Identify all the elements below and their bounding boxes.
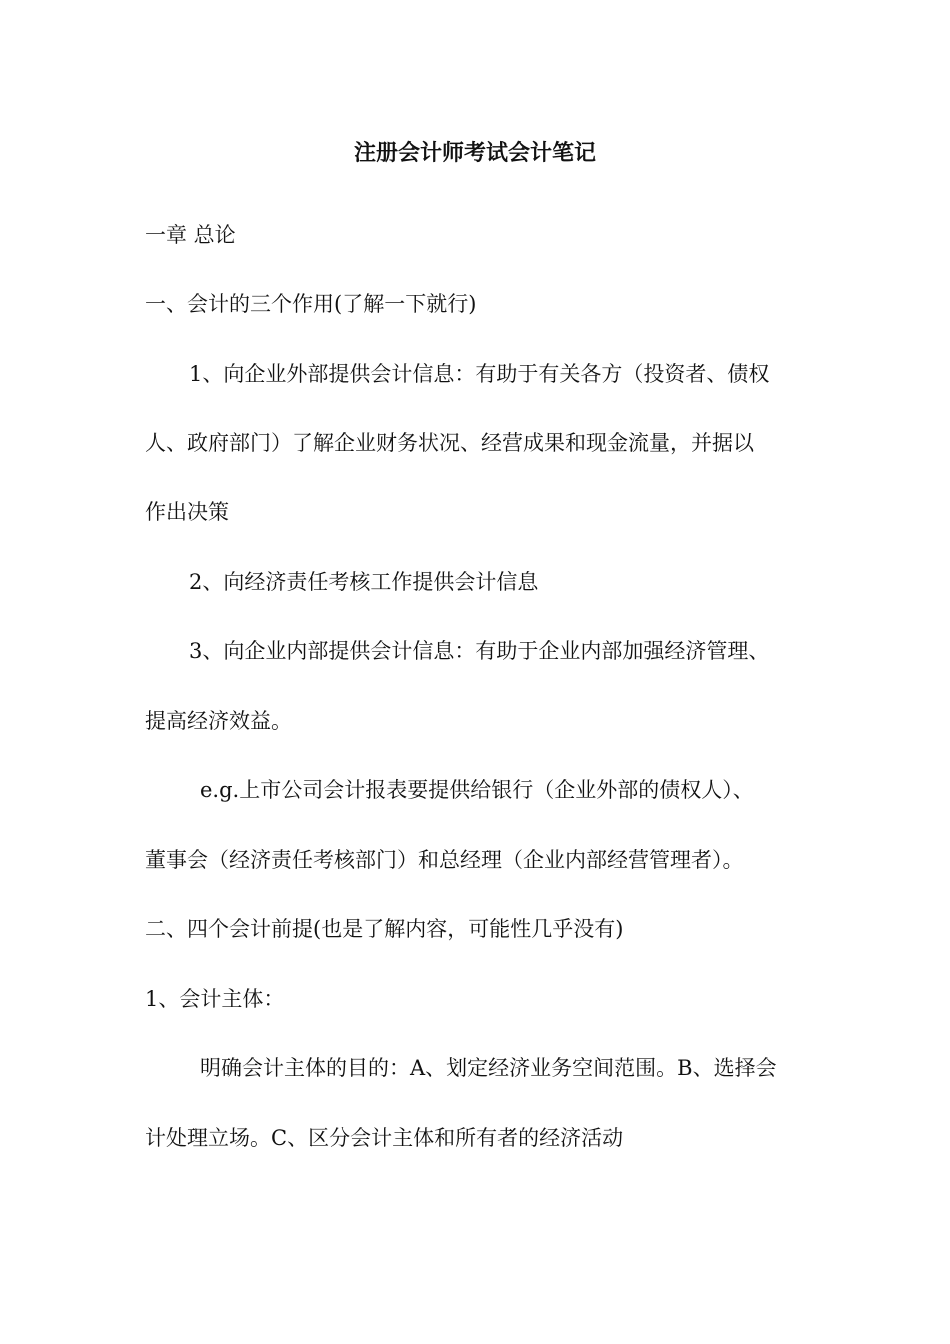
section-heading-roles: 一、会计的三个作用(了解一下就行) bbox=[145, 292, 477, 316]
paragraph-line: 2、向经济责任考核工作提供会计信息 bbox=[189, 570, 539, 594]
paragraph-line: 计处理立场。C、区分会计主体和所有者的经济活动 bbox=[145, 1126, 624, 1150]
subsection-heading: 1、会计主体： bbox=[145, 987, 285, 1011]
section-heading-premises: 二、四个会计前提(也是了解内容，可能性几乎没有) bbox=[145, 917, 624, 941]
paragraph-line: 作出决策 bbox=[145, 500, 229, 524]
chapter-heading: 一章 总论 bbox=[145, 223, 236, 247]
example-line: e.g.上市公司会计报表要提供给银行（企业外部的债权人）、 bbox=[200, 778, 754, 802]
document-title: 注册会计师考试会计笔记 bbox=[353, 140, 596, 166]
paragraph-line: 明确会计主体的目的：A、划定经济业务空间范围。B、选择会 bbox=[200, 1056, 777, 1080]
paragraph-line: 提高经济效益。 bbox=[145, 709, 292, 733]
paragraph-line: 1、向企业外部提供会计信息：有助于有关各方（投资者、债权 bbox=[189, 362, 770, 386]
paragraph-line: 3、向企业内部提供会计信息：有助于企业内部加强经济管理、 bbox=[189, 639, 770, 663]
paragraph-line: 人、政府部门）了解企业财务状况、经营成果和现金流量，并据以 bbox=[145, 431, 754, 455]
example-line: 董事会（经济责任考核部门）和总经理（企业内部经营管理者）。 bbox=[145, 848, 744, 872]
